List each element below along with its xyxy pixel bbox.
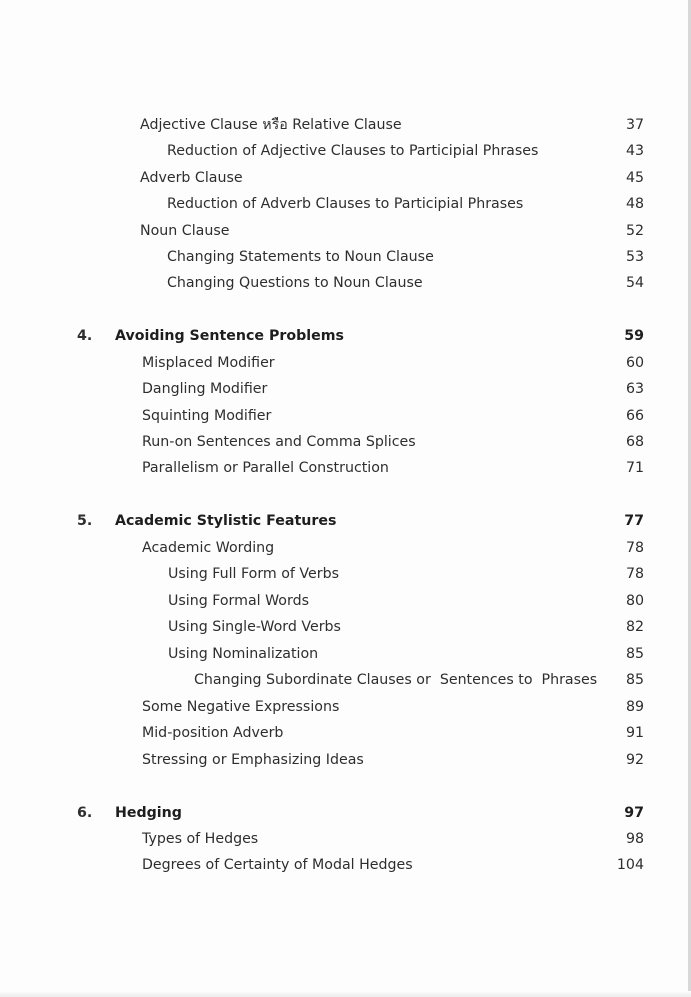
toc-entry (0, 617, 691, 637)
entry-title: Mid-position Adverb (142, 725, 284, 741)
entry-page: 98 (625, 831, 644, 847)
entry-title: Parallelism or Parallel Construction (142, 460, 389, 476)
entry-page: 92 (625, 752, 644, 768)
entry-title: Academic Wording (142, 540, 275, 556)
chapter-number: 6. (77, 805, 93, 821)
entry-page: 53 (625, 249, 644, 265)
toc-entry (0, 141, 691, 161)
entry-page: 66 (625, 408, 644, 424)
entry-title: Stressing or Emphasizing Ideas (142, 752, 364, 768)
entry-page: 71 (625, 460, 644, 476)
entry-title: Adverb Clause (140, 170, 243, 186)
toc-entry (0, 564, 691, 584)
toc-entry (0, 750, 691, 770)
entry-page: 63 (625, 381, 644, 397)
entry-page: 54 (625, 275, 644, 291)
entry-page: 78 (625, 566, 644, 582)
chapter-heading (0, 511, 691, 531)
chapter-heading (0, 326, 691, 346)
entry-title: Some Negative Expressions (142, 699, 340, 715)
entry-title: Using Single-Word Verbs (168, 619, 341, 635)
entry-page: 37 (625, 117, 644, 133)
entry-title: Using Nominalization (168, 646, 319, 662)
entry-page: 78 (625, 540, 644, 556)
entry-page: 85 (625, 672, 644, 688)
entry-page: 80 (625, 593, 644, 609)
toc-entry (0, 353, 691, 373)
toc-entry (0, 697, 691, 717)
entry-title: Run-on Sentences and Comma Splices (142, 434, 416, 450)
entry-page: 68 (625, 434, 644, 450)
entry-page: 91 (625, 725, 644, 741)
page-edge (0, 991, 691, 997)
chapter-title: Hedging (115, 805, 182, 821)
entry-title: Misplaced Modifier (142, 355, 275, 371)
entry-title: Changing Subordinate Clauses or Sentences to Phrases (194, 672, 598, 688)
chapter-page: 77 (624, 513, 644, 529)
entry-title: Using Full Form of Verbs (168, 566, 339, 582)
entry-title: Noun Clause (140, 223, 230, 239)
chapter-title: Academic Stylistic Features (115, 513, 337, 529)
toc-entry (0, 168, 691, 188)
chapter-number: 4. (77, 328, 93, 344)
chapter-number: 5. (77, 513, 93, 529)
entry-title: Squinting Modifier (142, 408, 272, 424)
toc-entry (0, 670, 691, 690)
entry-title: Types of Hedges (142, 831, 259, 847)
entry-page: 89 (625, 699, 644, 715)
chapter-page: 59 (624, 328, 644, 344)
toc-entry (0, 829, 691, 849)
entry-title: Changing Questions to Noun Clause (167, 275, 423, 291)
toc-entry (0, 247, 691, 267)
entry-title: Dangling Modifier (142, 381, 268, 397)
toc-entry (0, 194, 691, 214)
chapter-title: Avoiding Sentence Problems (115, 328, 344, 344)
toc-entry (0, 723, 691, 743)
toc-entry (0, 458, 691, 478)
entry-title: Reduction of Adjective Clauses to Participial Phrases (167, 143, 539, 159)
entry-title: Degrees of Certainty of Modal Hedges (142, 857, 413, 873)
toc-entry (0, 538, 691, 558)
toc-entry (0, 432, 691, 452)
entry-page: 104 (616, 857, 644, 873)
entry-page: 82 (625, 619, 644, 635)
toc-entry (0, 406, 691, 426)
toc-entry (0, 115, 691, 135)
toc-entry (0, 855, 691, 875)
entry-page: 60 (625, 355, 644, 371)
entry-page: 48 (625, 196, 644, 212)
entry-page: 52 (625, 223, 644, 239)
entry-title: Adjective Clause หรือ Relative Clause (140, 117, 402, 133)
entry-title: Reduction of Adverb Clauses to Participial Phrases (167, 196, 524, 212)
chapter-page: 97 (624, 805, 644, 821)
toc-entry (0, 221, 691, 241)
entry-page: 85 (625, 646, 644, 662)
toc-entry (0, 273, 691, 293)
entry-title: Using Formal Words (168, 593, 309, 609)
entry-page: 43 (625, 143, 644, 159)
toc-entry (0, 644, 691, 664)
entry-page: 45 (625, 170, 644, 186)
entry-title: Changing Statements to Noun Clause (167, 249, 434, 265)
toc-entry (0, 591, 691, 611)
chapter-heading (0, 803, 691, 823)
toc-entry (0, 379, 691, 399)
